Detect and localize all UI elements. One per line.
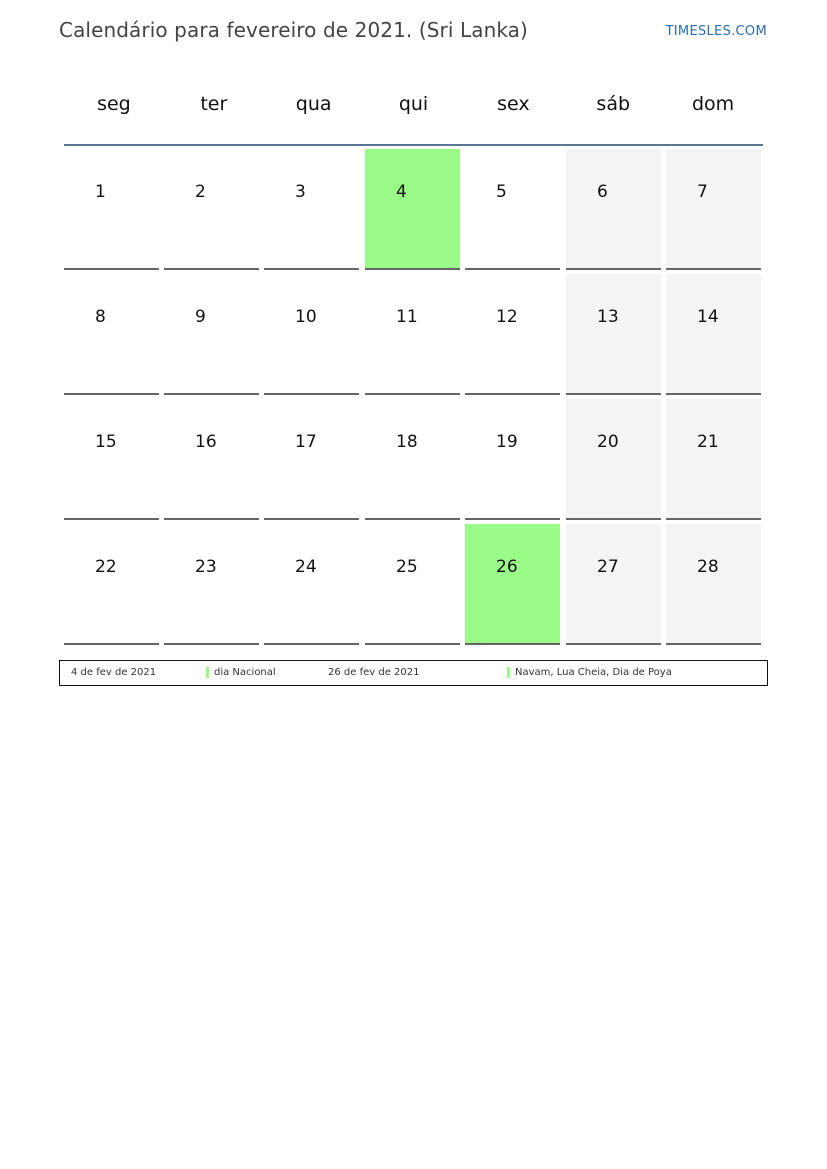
- day-cell: [164, 149, 259, 270]
- day-number: 14: [697, 307, 719, 327]
- day-number: 1: [95, 182, 106, 202]
- day-number: 8: [95, 307, 106, 327]
- day-cell: [465, 524, 560, 645]
- weekday-wed: qua: [295, 93, 332, 115]
- day-number: 11: [396, 307, 418, 327]
- legend-date: 26 de fev de 2021: [328, 667, 420, 678]
- day-cell: [365, 149, 460, 270]
- day-number: 9: [195, 307, 206, 327]
- day-number: 21: [697, 432, 719, 452]
- day-cell: [164, 524, 259, 645]
- day-cell: [666, 274, 761, 395]
- day-cell: [465, 149, 560, 270]
- holiday-legend: [59, 660, 768, 686]
- day-cell: [566, 399, 661, 520]
- day-number: 15: [95, 432, 117, 452]
- page-title: Calendário para fevereiro de 2021. (Sri Lanka): [59, 18, 528, 42]
- day-cell: [365, 524, 460, 645]
- day-cell: [164, 399, 259, 520]
- day-number: 18: [396, 432, 418, 452]
- day-cell: [64, 524, 159, 645]
- weekday-tue: ter: [200, 93, 228, 115]
- day-number: 19: [496, 432, 518, 452]
- day-number: 24: [295, 557, 317, 577]
- weekday-sun: dom: [691, 93, 735, 115]
- legend-holiday-marker-icon: [206, 667, 209, 678]
- day-cell: [264, 274, 359, 395]
- weekday-fri: sex: [497, 93, 530, 115]
- weekday-header: [64, 84, 763, 146]
- day-number: 7: [697, 182, 708, 202]
- day-number: 16: [195, 432, 217, 452]
- day-cell: [666, 524, 761, 645]
- day-number: 3: [295, 182, 306, 202]
- day-cell: [465, 399, 560, 520]
- day-cell: [666, 399, 761, 520]
- weekday-mon: seg: [97, 93, 131, 115]
- day-cell: [264, 524, 359, 645]
- legend-holiday-marker-icon: [507, 667, 510, 678]
- day-number: 20: [597, 432, 619, 452]
- day-cell: [365, 399, 460, 520]
- day-number: 10: [295, 307, 317, 327]
- day-number: 2: [195, 182, 206, 202]
- day-cell: [264, 149, 359, 270]
- day-cell: [566, 524, 661, 645]
- legend-holiday-name: Navam, Lua Cheia, Dia de Poya: [515, 667, 672, 678]
- day-cell: [365, 274, 460, 395]
- legend-holiday-name: dia Nacional: [214, 667, 276, 678]
- day-cell: [264, 399, 359, 520]
- day-number: 28: [697, 557, 719, 577]
- day-number: 12: [496, 307, 518, 327]
- day-number: 26: [496, 557, 518, 577]
- day-number: 17: [295, 432, 317, 452]
- weekday-sat: sáb: [596, 93, 631, 115]
- day-number: 23: [195, 557, 217, 577]
- day-number: 5: [496, 182, 507, 202]
- day-cell: [64, 274, 159, 395]
- day-number: 27: [597, 557, 619, 577]
- site-link[interactable]: TIMESLES.COM: [665, 24, 767, 39]
- day-number: 25: [396, 557, 418, 577]
- day-cell: [666, 149, 761, 270]
- weekday-thu: qui: [398, 93, 429, 115]
- day-number: 6: [597, 182, 608, 202]
- day-cell: [164, 274, 259, 395]
- day-cell: [465, 274, 560, 395]
- legend-date: 4 de fev de 2021: [71, 667, 157, 678]
- day-number: 13: [597, 307, 619, 327]
- day-cell: [64, 149, 159, 270]
- day-cell: [566, 274, 661, 395]
- day-cell: [566, 149, 661, 270]
- day-number: 22: [95, 557, 117, 577]
- day-number: 4: [396, 182, 407, 202]
- day-cell: [64, 399, 159, 520]
